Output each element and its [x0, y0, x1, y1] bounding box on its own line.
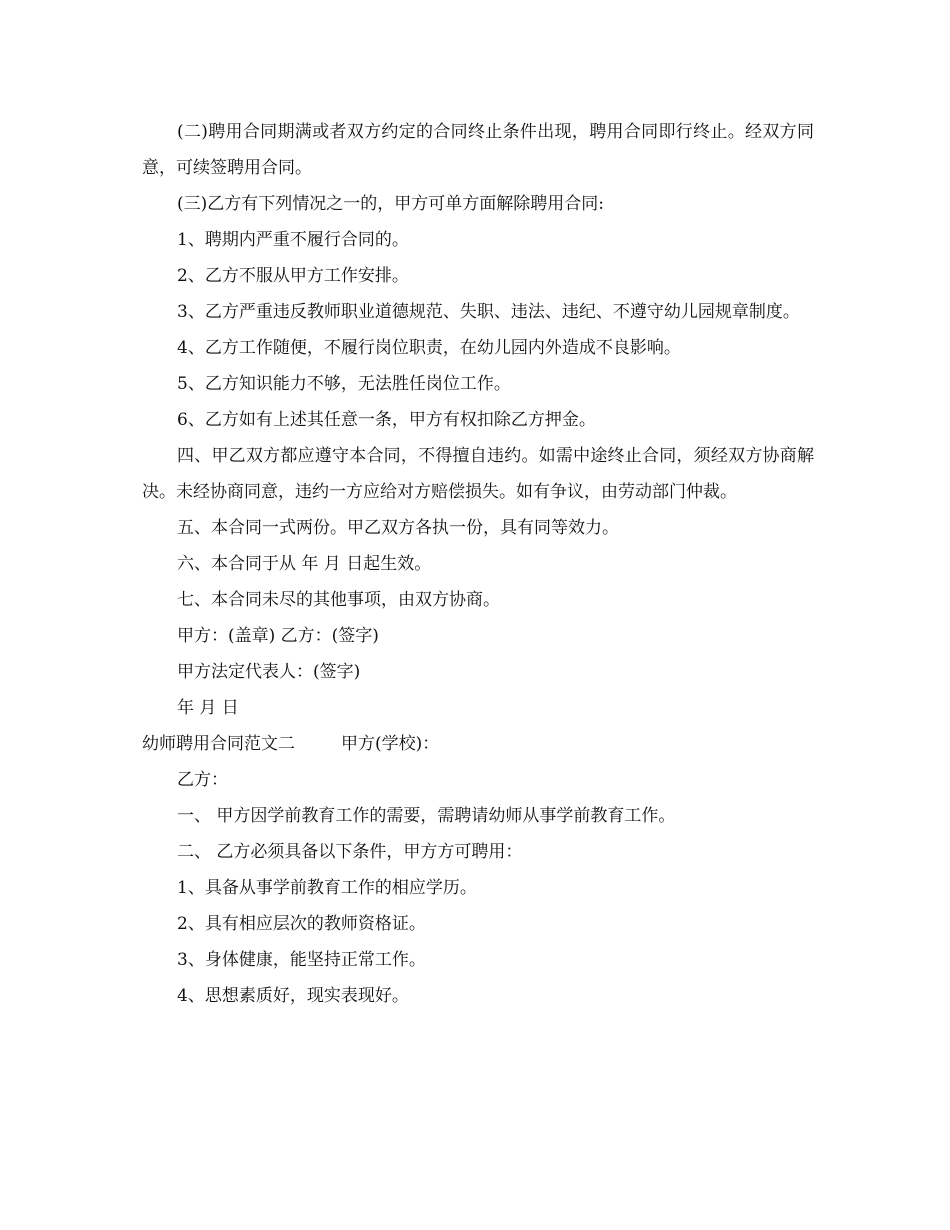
legal-representative-line: 甲方法定代表人：(签字) [177, 662, 361, 682]
clause-seven: 七、本合同未尽的其他事项，由双方协商。 [177, 590, 500, 610]
list-item: 2、乙方不服从甲方工作安排。 [177, 266, 409, 286]
list-item: 4、思想素质好，现实表现好。 [177, 986, 409, 1006]
list-item: 3、乙方严重违反教师职业道德规范、失职、违法、违纪、不遵守幼儿园规章制度。 [177, 302, 800, 322]
document-body [142, 114, 814, 1014]
section-heading [142, 726, 814, 762]
list-item: 4、乙方工作随便，不履行岗位职责，在幼儿园内外造成不良影响。 [177, 338, 681, 358]
paragraph-termination-conditions: (三)乙方有下列情况之一的，甲方可单方面解除聘用合同: [177, 194, 604, 214]
signature-line: 甲方：(盖章) 乙方：(签字) [177, 626, 379, 646]
list-item: 6、乙方如有上述其任意一条，甲方有权扣除乙方押金。 [177, 410, 596, 430]
clause-two: 二、 乙方必须具备以下条件，甲方方可聘用： [177, 842, 523, 862]
date-line: 年 月 日 [177, 698, 239, 718]
party-a-label: 甲方(学校)： [341, 734, 440, 754]
list-item: 1、聘期内严重不履行合同的。 [177, 230, 409, 250]
paragraph-contract-expiry: (二)聘用合同期满或者双方约定的合同终止条件出现，聘用合同即行终止。经双方同意，可续签聘用合同。 [142, 122, 814, 178]
clause-one: 一、 甲方因学前教育工作的需要，需聘请幼师从事学前教育工作。 [177, 806, 676, 826]
list-item: 1、具备从事学前教育工作的相应学历。 [177, 878, 477, 898]
party-b-label: 乙方： [177, 770, 228, 790]
list-item: 3、身体健康，能坚持正常工作。 [177, 950, 426, 970]
clause-four: 四、甲乙双方都应遵守本合同，不得擅自违约。如需中途终止合同，须经双方协商解决。未经协商同意，违约一方应给对方赔偿损失。如有争议，由劳动部门仲裁。 [142, 446, 814, 502]
section-title: 幼师聘用合同范文二 [142, 734, 295, 754]
list-item: 2、具有相应层次的教师资格证。 [177, 914, 426, 934]
clause-six: 六、本合同于从 年 月 日起生效。 [177, 554, 432, 574]
clause-five: 五、本合同一式两份。甲乙双方各执一份，具有同等效力。 [177, 518, 619, 538]
list-item: 5、乙方知识能力不够，无法胜任岗位工作。 [177, 374, 511, 394]
